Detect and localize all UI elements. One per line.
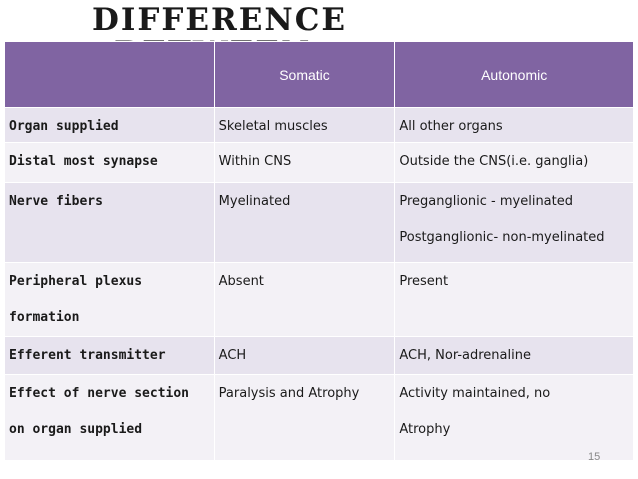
table-row [5, 375, 634, 461]
row-label-line-1: Peripheral plexus [9, 274, 143, 289]
table-row [5, 183, 634, 263]
somatic-value: Myelinated [218, 194, 291, 209]
somatic-value: Within CNS [218, 154, 292, 169]
somatic-cell [214, 108, 395, 143]
somatic-value: Absent [218, 274, 264, 289]
autonomic-value: ACH, Nor-adrenaline [399, 348, 531, 363]
somatic-cell [214, 263, 395, 337]
row-label-line-2: on organ supplied [9, 422, 143, 437]
title-line-1: DIFFERENCE [92, 2, 348, 38]
somatic-cell [214, 375, 395, 461]
autonomic-cell [395, 263, 634, 337]
row-label: Nerve fibers [9, 194, 103, 209]
row-label-cell [5, 375, 215, 461]
row-label-cell [5, 183, 215, 263]
row-label-line-2: formation [9, 310, 80, 325]
row-label-cell [5, 108, 215, 143]
somatic-value: ACH [218, 348, 247, 363]
row-label-cell [5, 263, 215, 337]
row-label: Efferent transmitter [9, 348, 166, 363]
somatic-cell [214, 143, 395, 183]
autonomic-value: Outside the CNS(i.e. ganglia) [399, 154, 589, 169]
autonomic-value [395, 366, 633, 448]
row-label-line-1: Effect of nerve section [9, 386, 190, 401]
header-cell-somatic: Somatic [214, 42, 395, 108]
autonomic-value: All other organs [399, 119, 503, 134]
comparison-table [4, 41, 634, 461]
row-label: Organ supplied [9, 119, 119, 134]
row-label-cell [5, 143, 215, 183]
somatic-value: Skeletal muscles [218, 119, 328, 134]
row-label [5, 254, 214, 336]
autonomic-value-line-2: Atrophy [399, 422, 451, 437]
autonomic-cell [395, 375, 634, 461]
autonomic-value: Present [399, 274, 449, 289]
autonomic-value-line-1: Activity maintained, no [399, 386, 551, 401]
somatic-value: Paralysis and Atrophy [218, 386, 360, 401]
autonomic-value [395, 174, 633, 256]
autonomic-cell [395, 108, 634, 143]
autonomic-cell [395, 183, 634, 263]
somatic-cell [214, 183, 395, 263]
autonomic-value-line-1: Preganglionic - myelinated [399, 194, 573, 209]
page-number: 15 [588, 451, 601, 463]
row-label [5, 366, 214, 448]
somatic-cell [214, 337, 395, 375]
table-row [5, 108, 634, 143]
autonomic-value-line-2: Postganglionic- non-myelinated [399, 230, 605, 245]
table-header-row [5, 42, 634, 108]
row-label: Distal most synapse [9, 154, 158, 169]
header-cell-empty [5, 42, 215, 108]
table-row [5, 263, 634, 337]
header-cell-autonomic: Autonomic [395, 42, 634, 108]
